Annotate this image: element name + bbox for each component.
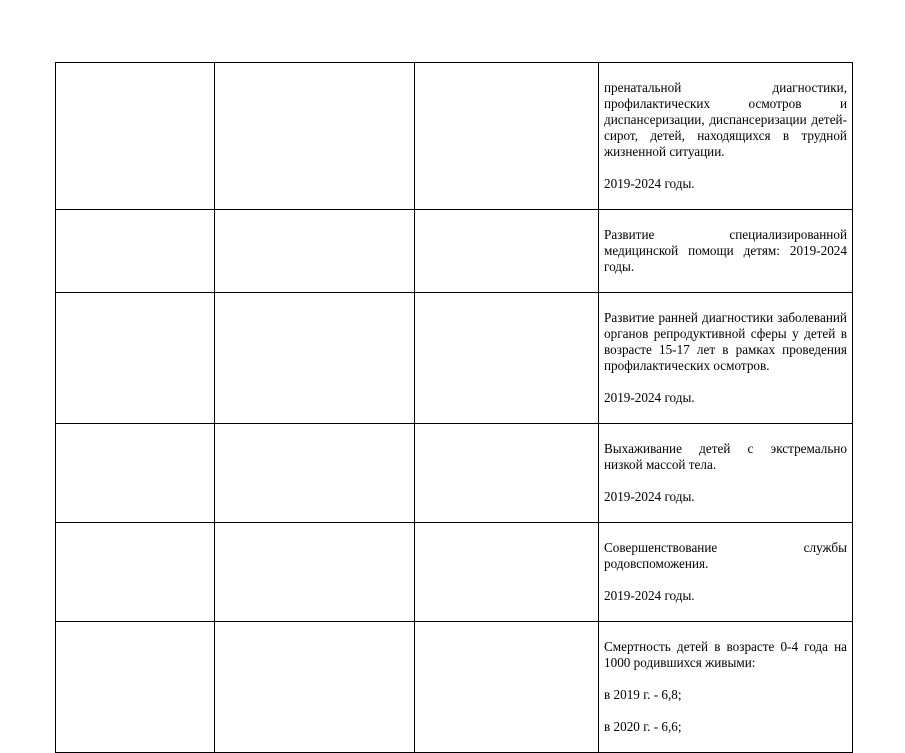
table-cell (56, 622, 215, 753)
table-cell (415, 293, 599, 424)
cell-text (599, 210, 852, 292)
table-cell (599, 622, 853, 753)
table-cell (599, 63, 853, 210)
table-cell (56, 523, 215, 622)
table-cell (56, 424, 215, 523)
document-table (55, 62, 853, 753)
table-cell (56, 293, 215, 424)
cell-text (599, 424, 852, 522)
table-row (56, 622, 853, 753)
table-cell (599, 210, 853, 293)
table-cell (415, 622, 599, 753)
table-cell (415, 210, 599, 293)
table-cell (599, 523, 853, 622)
cell-paragraph: Смертность детей в возрасте 0-4 года на 1000 родившихся живыми: (604, 639, 847, 670)
cell-text (599, 63, 852, 209)
cell-paragraph-years: 2019-2024 годы. (604, 176, 695, 191)
table-row (56, 523, 853, 622)
table-cell (215, 622, 415, 753)
cell-text (599, 622, 852, 752)
cell-text (599, 293, 852, 423)
table-cell (415, 424, 599, 523)
table-cell (56, 63, 215, 210)
cell-paragraph: Развитие специализированной медицинской помощи детям: 2019-2024 годы. (604, 227, 847, 274)
table-cell (599, 293, 853, 424)
cell-paragraph-years: 2019-2024 годы. (604, 489, 695, 504)
cell-text (599, 523, 852, 621)
table-row (56, 63, 853, 210)
cell-paragraph: пренатальной диагностики, профилактических осмотров и диспансеризации, диспансеризации детей-сирот, детей, находящихся в трудной жизненной ситуации. (604, 80, 847, 159)
table-cell (599, 424, 853, 523)
cell-paragraph: Выхаживание детей с экстремально низкой массой тела. (604, 441, 847, 472)
table-cell (415, 63, 599, 210)
table-cell (215, 63, 415, 210)
cell-paragraph-2020: в 2020 г. - 6,6; (604, 719, 682, 734)
table-cell (415, 523, 599, 622)
cell-paragraph: Совершенствование службы родовспоможения. (604, 540, 847, 571)
table-cell (215, 523, 415, 622)
table-row (56, 424, 853, 523)
table-row (56, 293, 853, 424)
cell-paragraph-2019: в 2019 г. - 6,8; (604, 687, 682, 702)
cell-paragraph-years: 2019-2024 годы. (604, 588, 695, 603)
table-cell (215, 424, 415, 523)
table-cell (215, 293, 415, 424)
cell-paragraph: Развитие ранней диагностики заболеваний органов репродуктивной сферы у детей в возрасте 15-17 лет в рамках проведения профилактических осмотров. (604, 310, 847, 373)
table-cell (56, 210, 215, 293)
table-cell (215, 210, 415, 293)
cell-paragraph-years: 2019-2024 годы. (604, 390, 695, 405)
table-row (56, 210, 853, 293)
